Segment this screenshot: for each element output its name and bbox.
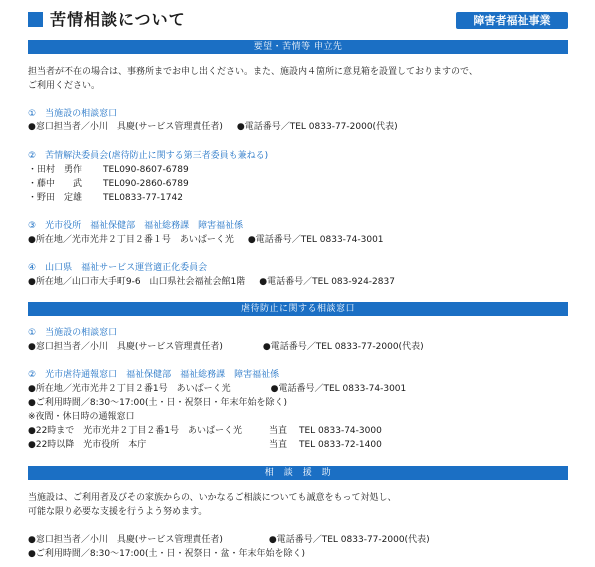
night-contact-tel: TEL 0833-74-3000 [299, 426, 382, 436]
page-title: 苦情相談について [50, 10, 186, 29]
abuse-city-address: ●所在地／光市光井２丁目２番1号 あいぱーく光 [28, 384, 231, 394]
night-contact-row [28, 439, 382, 451]
section-bar-complaints: 要望・苦情等 申立先 [28, 40, 568, 54]
prefecture-row [28, 276, 395, 288]
intro-text-line2: ご利用ください。 [28, 81, 101, 91]
committee-member-row [28, 192, 183, 204]
city-office-address: ●所在地／光市光井２丁目２番１号 あいぱーく光 [28, 235, 234, 245]
prefecture-phone: ●電話番号／TEL 083-924-2837 [259, 277, 395, 287]
city-office-row [28, 234, 384, 246]
section-bar-abuse-prevention: 虐待防止に関する相談窓口 [28, 302, 568, 316]
contact-heading-committee: ② 苦情解決委員会(虐待防止に関する第三者委員も兼ねる) [28, 151, 269, 161]
prefecture-address: ●所在地／山口市大手町9-6 山口県社会福祉会館1階 [28, 277, 246, 287]
abuse-facility-row [28, 341, 424, 353]
night-contact-label: ●22時以降 光市役所 本庁 [28, 440, 147, 450]
category-badge: 障害者福祉事業 [456, 12, 568, 29]
abuse-facility-contact: ●窓口担当者／小川 具慶(サービス管理責任者) [28, 342, 223, 352]
consultation-text-line2: 可能な限り必要な支援を行うよう努めます。 [28, 507, 208, 517]
night-note: ※夜間・休日時の通報窓口 [28, 412, 135, 422]
consultation-contact-row [28, 534, 430, 546]
facility-contact-row [28, 121, 398, 133]
night-contact-duty: 当直 [269, 440, 288, 450]
night-contact-label: ●22時まで 光市光井２丁目２番1号 あいぱーく光 [28, 426, 243, 436]
abuse-heading-facility: ① 当施設の相談窓口 [28, 328, 118, 338]
contact-heading-facility: ① 当施設の相談窓口 [28, 109, 118, 119]
committee-member-row [28, 178, 189, 190]
committee-member-name: ・野田 定雄 [28, 193, 83, 203]
section-bar-consultation: 相 談 援 助 [28, 466, 568, 480]
title-square-icon [28, 12, 43, 27]
night-contact-row [28, 425, 382, 437]
page-header [28, 8, 568, 32]
consultation-phone: ●電話番号／TEL 0833-77-2000(代表) [268, 535, 430, 545]
facility-contact-person: ●窓口担当者／小川 具慶(サービス管理責任者) [28, 122, 223, 132]
committee-member-tel: TEL090-2860-6789 [103, 179, 189, 189]
intro-text-line1: 担当者が不在の場合は、事務所までお申し出ください。また、施設内４箇所に意見箱を設置しておりますので、 [28, 67, 478, 77]
contact-heading-city-office: ③ 光市役所 福祉保健部 福祉総務課 障害福祉係 [28, 221, 244, 231]
committee-member-tel: TEL0833-77-1742 [103, 193, 183, 203]
committee-member-name: ・藤中 武 [28, 179, 83, 189]
consultation-contact-person: ●窓口担当者／小川 具慶(サービス管理責任者) [28, 535, 223, 545]
committee-member-tel: TEL090-8607-6789 [103, 165, 189, 175]
abuse-city-phone: ●電話番号／TEL 0833-74-3001 [270, 384, 407, 394]
committee-member-name: ・田村 勇作 [28, 165, 83, 175]
city-office-phone: ●電話番号／TEL 0833-74-3001 [247, 235, 384, 245]
abuse-city-hours: ●ご利用時間／8:30～17:00(土・日・祝祭日・年末年始を除く) [28, 398, 288, 408]
abuse-heading-city: ② 光市虐待通報窓口 福祉保健部 福祉総務課 障害福祉係 [28, 370, 280, 380]
facility-phone: ●電話番号／TEL 0833-77-2000(代表) [236, 122, 398, 132]
committee-member-row [28, 164, 189, 176]
abuse-facility-phone: ●電話番号／TEL 0833-77-2000(代表) [262, 342, 424, 352]
consultation-text-line1: 当施設は、ご利用者及びその家族からの、いかなるご相談についても誠意をもって対処し、 [28, 493, 397, 503]
abuse-city-row [28, 383, 406, 395]
contact-heading-prefecture: ④ 山口県 福祉サービス運営適正化委員会 [28, 263, 208, 273]
night-contact-tel: TEL 0833-72-1400 [299, 440, 382, 450]
night-contact-duty: 当直 [269, 426, 288, 436]
consultation-hours: ●ご利用時間／8:30～17:00(土・日・祝祭日・盆・年末年始を除く) [28, 549, 306, 559]
